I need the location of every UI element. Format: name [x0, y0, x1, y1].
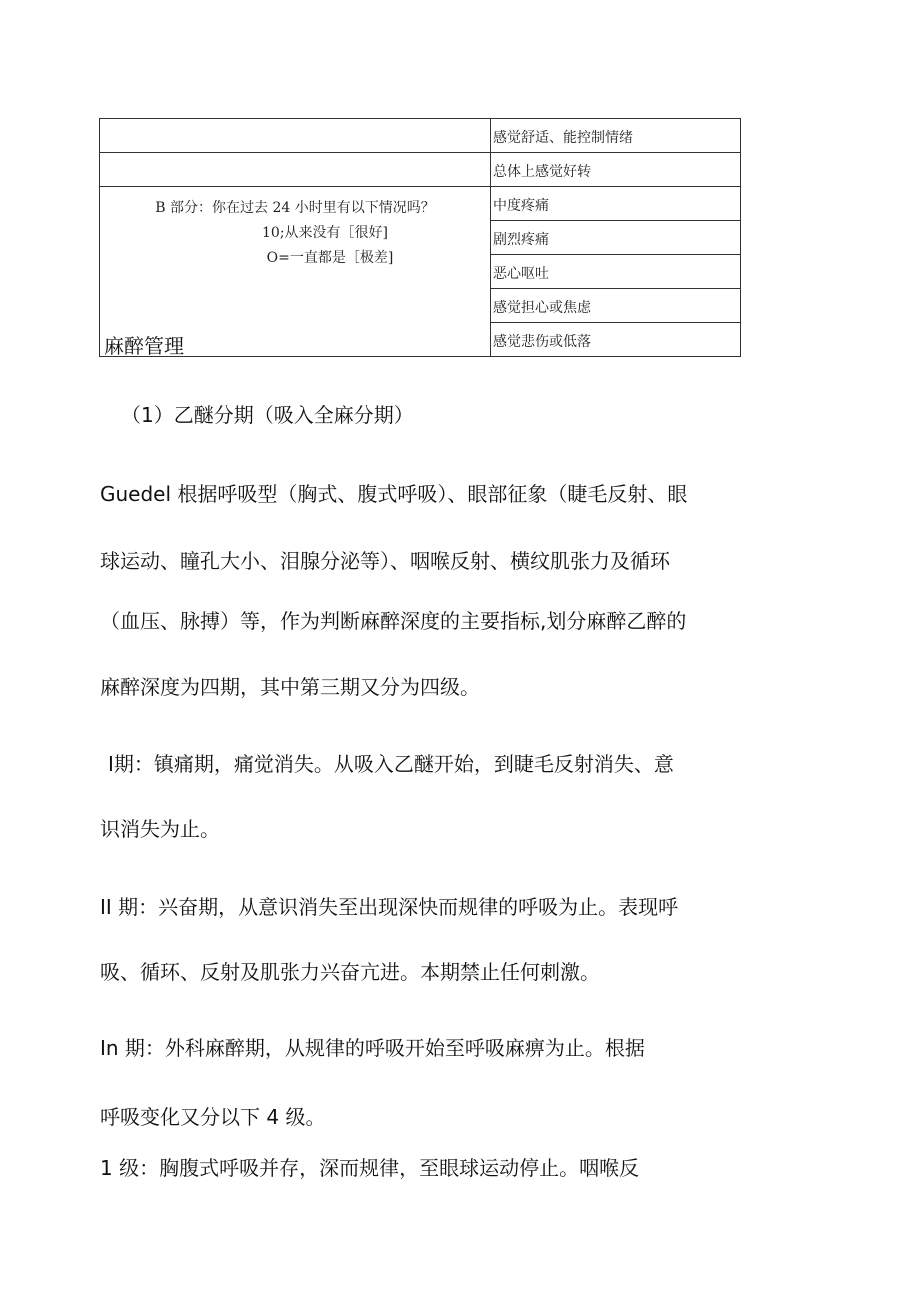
part-b-instruction-cell [100, 187, 491, 357]
part-b-question: B 部分：你在过去 24 小时里有以下情况吗？ [155, 200, 435, 216]
paragraph-line: In 期：外科麻醉期，从规律的呼吸开始至呼吸麻痹为止。根据 [100, 1036, 645, 1060]
table-cell-item: 总体上感觉好转 [491, 153, 741, 187]
paragraph-line: Ⅰ期：镇痛期，痛觉消失。从吸入乙醚开始，到睫毛反射消失、意 [108, 752, 674, 776]
table-cell-empty [100, 119, 491, 153]
sub-title: （1）乙醚分期（吸入全麻分期） [121, 403, 414, 427]
table-cell-item: 剧烈疼痛 [491, 221, 741, 255]
table-cell-item: 感觉担心或焦虑 [491, 289, 741, 323]
table-cell-item: 感觉悲伤或低落 [491, 323, 741, 357]
table-row [100, 119, 741, 153]
part-b-scale-max: 10;从来没有［很好] [262, 225, 388, 241]
paragraph-line: 1 级：胸腹式呼吸并存，深而规律，至眼球运动停止。咽喉反 [100, 1156, 640, 1180]
table-cell-empty [100, 153, 491, 187]
paragraph-line: 麻醉深度为四期，其中第三期又分为四级。 [100, 675, 480, 699]
section-title: 麻醉管理 [104, 334, 184, 358]
paragraph-line: （血压、脉搏）等，作为判断麻醉深度的主要指标,划分麻醉乙醉的 [100, 609, 687, 633]
table-row [100, 153, 741, 187]
paragraph-line: 呼吸变化又分以下 4 级。 [100, 1105, 326, 1129]
paragraph-line: 识消失为止。 [100, 817, 220, 841]
part-b-scale-min: O=一直都是［极差] [266, 250, 394, 266]
paragraph-line: II 期：兴奋期，从意识消失至出现深快而规律的呼吸为止。表现呼 [100, 895, 679, 919]
survey-table [99, 118, 741, 357]
table-row [100, 187, 741, 221]
table-cell-item: 恶心呕吐 [491, 255, 741, 289]
paragraph-line: 吸、循环、反射及肌张力兴奋亢进。本期禁止任何刺激。 [100, 960, 600, 984]
paragraph-line: 球运动、瞳孔大小、泪腺分泌等）、咽喉反射、横纹肌张力及循环 [100, 549, 670, 573]
table-cell-item: 感觉舒适、能控制情绪 [491, 119, 741, 153]
table-cell-item: 中度疼痛 [491, 187, 741, 221]
paragraph-line: Guedel 根据呼吸型（胸式、腹式呼吸）、眼部征象（睫毛反射、眼 [100, 482, 688, 506]
